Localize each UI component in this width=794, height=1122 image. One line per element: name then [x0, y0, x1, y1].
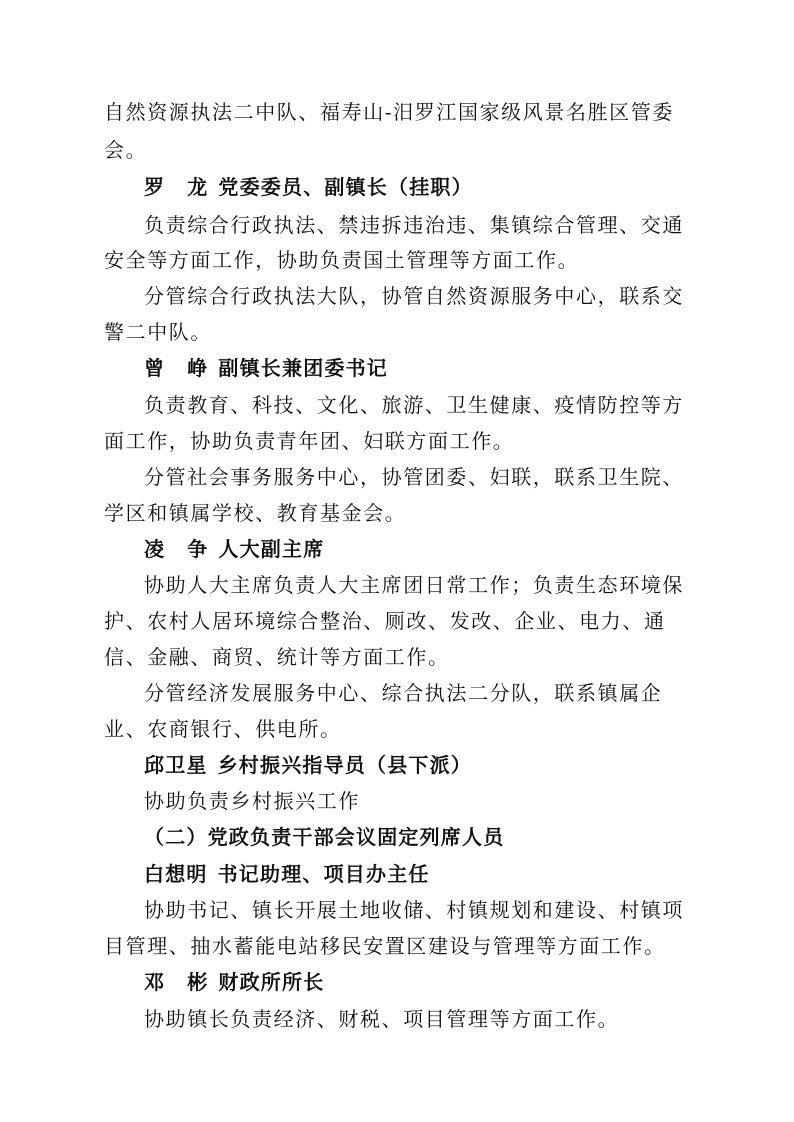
section-heading: （二）党政负责干部会议固定列席人员 — [144, 825, 505, 849]
body-text: 护、农村人居环境综合整治、厕改、发改、企业、电力、通 — [104, 609, 666, 633]
official-name: 邱卫星 — [144, 753, 208, 777]
official-given-name: 峥 — [187, 356, 209, 380]
body-text: 负责教育、科技、文化、旅游、卫生健康、疫情防控等方 — [144, 393, 684, 417]
body-text: 安全等方面工作，协助负责国土管理等方面工作。 — [104, 248, 580, 272]
body-text: 协助书记、镇长开展土地收储、村镇规划和建设、村镇项 — [144, 898, 684, 922]
body-text: 分管社会事务服务中心，协管团委、妇联，联系卫生院、 — [144, 465, 684, 489]
body-text: 分管综合行政执法大队，协管自然资源服务中心，联系交 — [144, 284, 684, 308]
body-text: 目管理、抽水蓄能电站移民安置区建设与管理等方面工作。 — [104, 934, 666, 958]
official-surname: 邓 — [144, 970, 166, 994]
body-text: 学区和镇属学校、教育基金会。 — [104, 501, 407, 525]
body-text: 负责综合行政执法、禁违拆违治违、集镇综合管理、交通 — [144, 213, 684, 237]
official-name: 白想明 — [144, 862, 208, 886]
body-text: 分管经济发展服务中心、综合执法二分队，联系镇属企 — [144, 681, 663, 705]
body-text: 协助镇长负责经济、财税、项目管理等方面工作。 — [144, 1007, 620, 1031]
official-title: 财政所所长 — [218, 970, 325, 994]
official-given-name: 龙 — [187, 175, 209, 199]
official-heading — [144, 173, 744, 201]
official-title: 乡村振兴指导员（县下派） — [217, 753, 473, 777]
body-text: 协助负责乡村振兴工作 — [144, 789, 360, 813]
body-text: 会。 — [104, 138, 148, 162]
body-text: 警二中队。 — [104, 320, 212, 344]
official-heading — [144, 860, 744, 888]
official-given-name: 彬 — [187, 970, 209, 994]
official-title: 人大副主席 — [218, 537, 325, 561]
official-title: 书记助理、项目办主任 — [217, 862, 430, 886]
body-text: 协助人大主席负责人大主席团日常工作；负责生态环境保 — [144, 573, 684, 597]
official-heading — [144, 354, 744, 382]
official-given-name: 争 — [187, 537, 209, 561]
official-surname: 曾 — [144, 356, 166, 380]
body-text: 面工作，协助负责青年团、妇联方面工作。 — [104, 429, 515, 453]
official-heading — [144, 535, 744, 563]
official-heading — [144, 968, 744, 996]
official-surname: 罗 — [144, 175, 166, 199]
official-heading — [144, 751, 744, 779]
official-surname: 凌 — [144, 537, 166, 561]
official-title: 党委委员、副镇长（挂职） — [218, 175, 473, 199]
body-text: 业、农商银行、供电所。 — [104, 717, 342, 741]
body-text: 自然资源执法二中队、福寿山-汨罗江国家级风景名胜区管委 — [104, 100, 674, 124]
official-title: 副镇长兼团委书记 — [218, 356, 389, 380]
body-text: 信、金融、商贸、统计等方面工作。 — [104, 645, 450, 669]
